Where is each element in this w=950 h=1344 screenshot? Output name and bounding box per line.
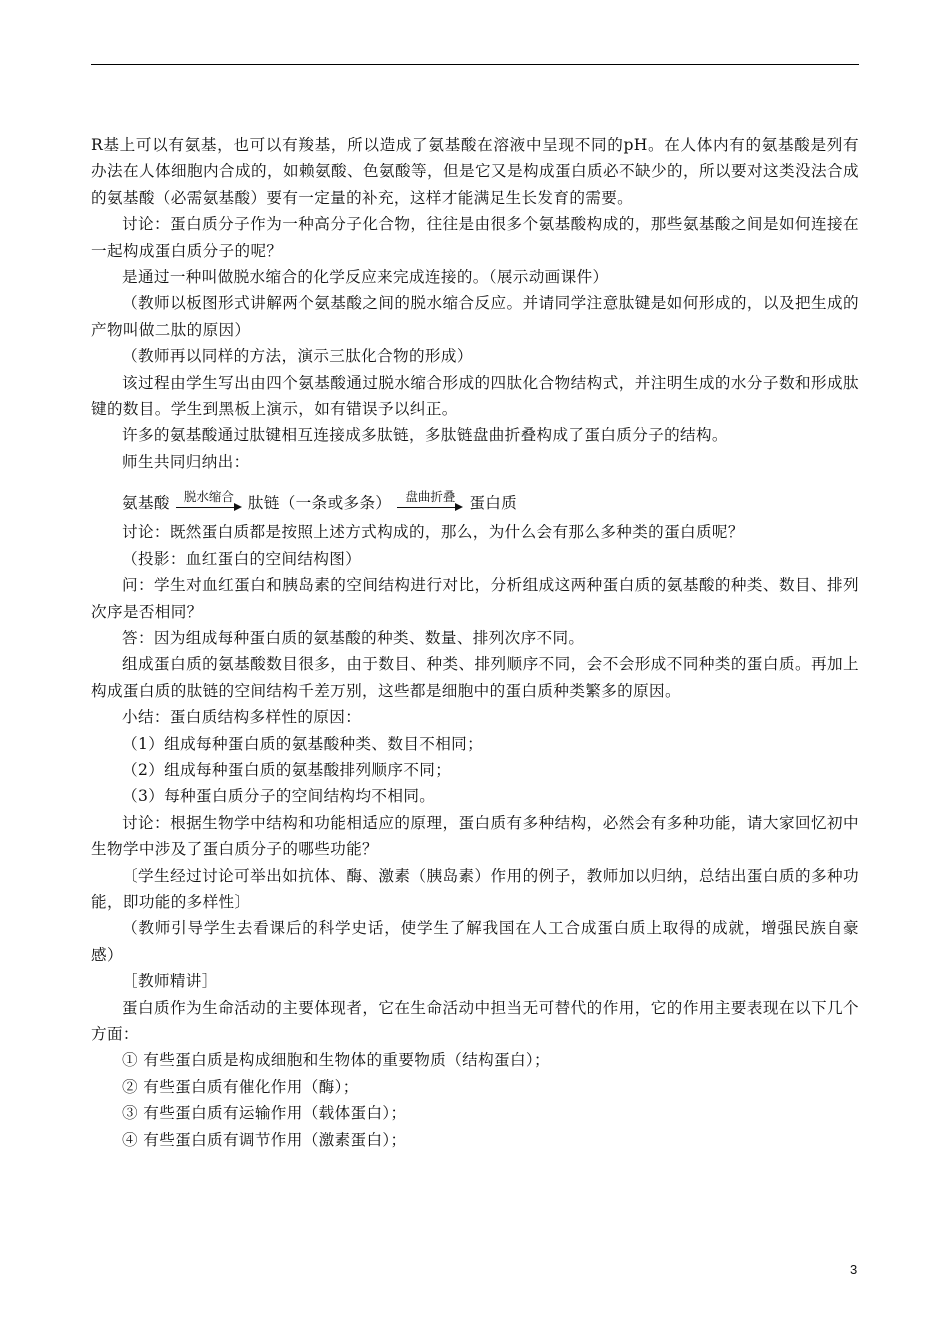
paragraph-summary: 小结：蛋白质结构多样性的原因： [122, 708, 362, 727]
equation-term-amino-acid: 氨基酸 [122, 494, 170, 513]
equation-term-peptide-chain: 肽链（一条或多条） [247, 494, 392, 513]
arrow-label-dehydration: 脱水缩合 [183, 489, 234, 505]
paragraph-teacher-board: （教师以板图形式讲解两个氨基酸之间的脱水缩合反应。并请同学注意肽键是如何形成的，以及把生成的产物叫做二肽的原因） [91, 294, 859, 339]
paragraph-summary-intro: 师生共同归纳出： [122, 452, 250, 471]
list-item-function-2: ② 有些蛋白质有催化作用（酶）； [122, 1077, 359, 1096]
paragraph-question: 问：学生对血红蛋白和胰岛素的空间结构进行对比，分析组成这两种蛋白质的氨基酸的种类、数目、排列次序是否相同？ [91, 576, 859, 621]
page-number: 3 [850, 1262, 858, 1277]
section-heading-lecture: ［教师精讲］ [122, 972, 218, 991]
paragraph-discussion-2: 讨论：既然蛋白质都是按照上述方式构成的，那么，为什么会有那么多种类的蛋白质呢？ [122, 523, 744, 542]
paragraph-history: （教师引导学生去看课后的科学史话，使学生了解我国在人工合成蛋白质上取得的成就，增强民族自豪感） [91, 919, 859, 964]
list-item-function-3: ③ 有些蛋白质有运输作用（载体蛋白）； [122, 1104, 407, 1123]
paragraph-diversity-reason: 组成蛋白质的氨基酸数目很多，由于数目、种类、排列顺序不同，会不会形成不同种类的蛋白质。再加上构成蛋白质的肽链的空间结构千差万别，这些都是细胞中的蛋白质种类繁多的原因。 [91, 655, 859, 700]
paragraph-dehydration: 是通过一种叫做脱水缩合的化学反应来完成连接的。（展示动画课件） [122, 268, 609, 287]
right-arrow-icon [397, 503, 463, 511]
arrow-label-folding: 盘曲折叠 [405, 489, 456, 505]
paragraph-discussion-3: 讨论：根据生物学中结构和功能相适应的原理，蛋白质有多种结构，必然会有多种功能，请大家回忆初中生物学中涉及了蛋白质分子的哪些功能？ [91, 813, 859, 859]
list-item-function-4: ④ 有些蛋白质有调节作用（激素蛋白）； [122, 1130, 407, 1149]
paragraph-discussion-1: 讨论：蛋白质分子作为一种高分子化合物，往往是由很多个氨基酸构成的，那些氨基酸之间是如何连接在一起构成蛋白质分子的呢？ [91, 215, 859, 260]
list-item-function-1: ① 有些蛋白质是构成细胞和生物体的重要物质（结构蛋白）； [122, 1051, 550, 1070]
paragraph-protein-role: 蛋白质作为生命活动的主要体现者，它在生命活动中担当无可替代的作用，它的作用主要表现在以下几个方面： [91, 998, 859, 1043]
paragraph-polypeptide: 许多的氨基酸通过肽键相互连接成多肽链，多肽链盘曲折叠构成了蛋白质分子的结构。 [122, 426, 728, 445]
arrow-dehydration [176, 490, 242, 511]
paragraph-student-discussion: 〔学生经过讨论可举出如抗体、酶、激素（胰岛素）作用的例子，教师加以归纳，总结出蛋白质的多种功能，即功能的多样性〕 [91, 866, 859, 911]
paragraph-projection: （投影：血红蛋白的空间结构图） [122, 549, 362, 568]
list-item-reason-1: （1）组成每种蛋白质的氨基酸种类、数目不相同； [122, 734, 484, 753]
equation-term-protein: 蛋白质 [469, 494, 518, 513]
paragraph-r-group: R基上可以有氨基，也可以有羧基，所以造成了氨基酸在溶液中呈现不同的pH。在人体内有的氨基酸是列有办法在人体细胞内合成的，如赖氨酸、色氨酸等，但是它又是构成蛋白质必不缺少的，所以要对这类没法合成的氨基酸（必需氨基酸）要有一定量的补充，这样才能满足生长发育的需要。 [91, 136, 859, 207]
list-item-reason-3: （3）每种蛋白质分子的空间结构均不相同。 [122, 787, 436, 806]
arrow-folding [397, 490, 463, 511]
formation-equation [122, 483, 859, 513]
paragraph-tetrapeptide: 该过程由学生写出由四个氨基酸通过脱水缩合形成的四肽化合物结构式，并注明生成的水分子数和形成肽键的数目。学生到黑板上演示，如有错误予以纠正。 [91, 373, 859, 419]
right-arrow-icon [176, 503, 242, 511]
paragraph-tripeptide: （教师再以同样的方法，演示三肽化合物的形成） [122, 347, 473, 366]
document-body [91, 132, 859, 1153]
header-rule [91, 64, 859, 65]
paragraph-answer: 答：因为组成每种蛋白质的氨基酸的种类、数量、排列次序不同。 [122, 628, 585, 647]
list-item-reason-2: （2）组成每种蛋白质的氨基酸排列顺序不同； [122, 760, 452, 779]
